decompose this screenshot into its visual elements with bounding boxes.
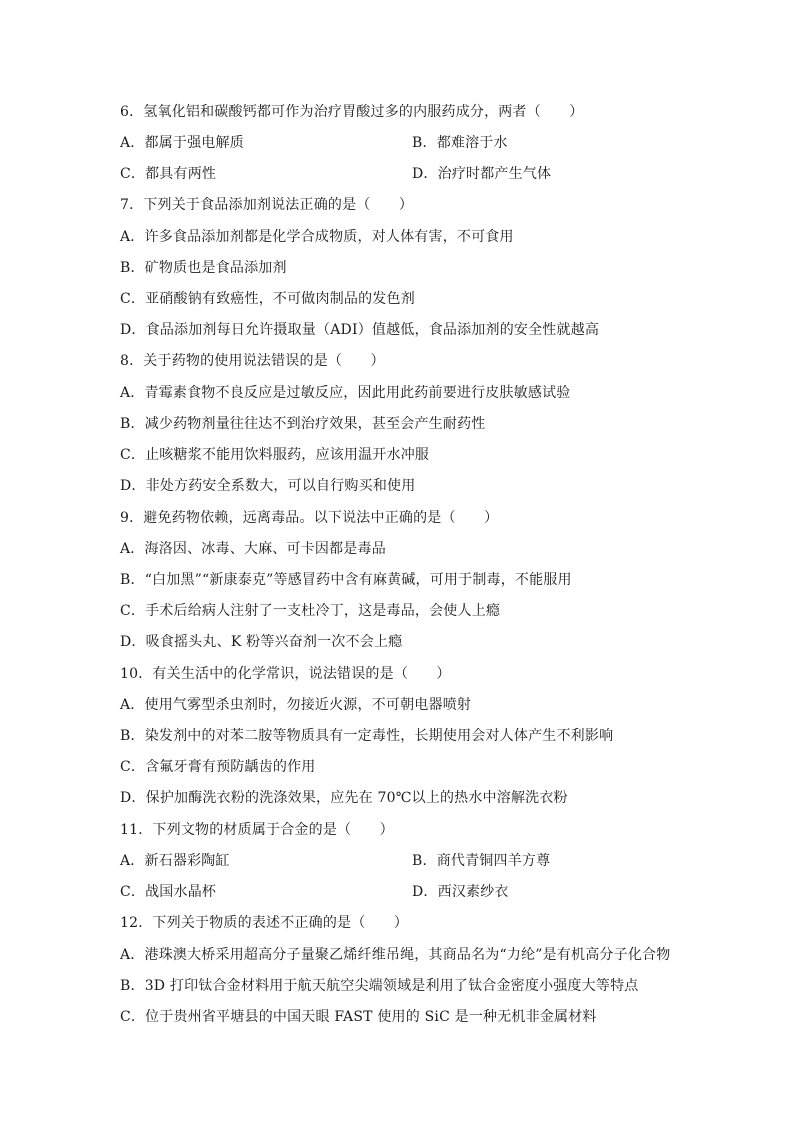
question-10-option-d: D．保护加酶洗衣粉的洗涤效果，应先在 70℃以上的热水中溶解洗衣粉	[120, 790, 568, 806]
question-12-option-c: C．位于贵州省平塘县的中国天眼 FAST 使用的 SiC 是一种无机非金属材料	[120, 1009, 597, 1025]
question-6-option-b: B．都难溶于水	[412, 135, 508, 151]
question-6-option-a: A．都属于强电解质	[120, 135, 244, 151]
question-8-option-b: B．减少药物剂量往往达不到治疗效果，甚至会产生耐药性	[120, 416, 486, 432]
question-8-stem: 8．关于药物的使用说法错误的是（ ）	[120, 353, 385, 369]
question-10-option-b: B．染发剂中的对苯二胺等物质具有一定毒性，长期使用会对人体产生不利影响	[120, 728, 614, 744]
question-6-option-c: C．都具有两性	[120, 166, 217, 182]
question-6-stem: 6．氢氧化铝和碳酸钙都可作为治疗胃酸过多的内服药成分，两者（ ）	[120, 104, 584, 120]
question-9-option-d: D．吸食摇头丸、K 粉等兴奋剂一次不会上瘾	[120, 634, 403, 650]
question-12-stem: 12．下列关于物质的表述不正确的是（ ）	[120, 915, 409, 931]
question-12-option-a: A．港珠澳大桥采用超高分子量聚乙烯纤维吊绳，其商品名为“力纶”是有机高分子化合物	[120, 947, 671, 963]
question-7-option-d: D．食品添加剂每日允许摄取量（ADI）值越低，食品添加剂的安全性就越高	[120, 322, 600, 338]
question-11-option-c: C．战国水晶杯	[120, 884, 217, 900]
question-11-option-a: A．新石器彩陶缸	[120, 853, 230, 869]
question-9-option-c: C．手术后给病人注射了一支杜冷丁，这是毒品，会使人上瘾	[120, 603, 501, 619]
question-11-option-d: D．西汉素纱衣	[412, 884, 509, 900]
question-7-option-b: B．矿物质也是食品添加剂	[120, 260, 287, 276]
question-10-stem: 10．有关生活中的化学常识，说法错误的是（ ）	[120, 666, 451, 682]
question-7-option-c: C．亚硝酸钠有致癌性，不可做肉制品的发色剂	[120, 291, 415, 307]
question-10-option-a: A．使用气雾型杀虫剂时，勿接近火源，不可朝电器喷射	[120, 697, 472, 713]
question-7-option-a: A．许多食品添加剂都是化学合成物质，对人体有害，不可食用	[120, 229, 514, 245]
question-12-option-b: B．3D 打印钛合金材料用于航天航空尖端领域是利用了钛合金密度小强度大等特点	[120, 978, 639, 994]
question-8-option-d: D．非处方药安全系数大，可以自行购买和使用	[120, 478, 416, 494]
question-8-option-c: C．止咳糖浆不能用饮料服药，应该用温开水冲服	[120, 447, 430, 463]
question-9-stem: 9．避免药物依赖，远离毒品。以下说法中正确的是（ ）	[120, 510, 499, 526]
question-11-option-b: B．商代青铜四羊方尊	[412, 853, 551, 869]
question-11-stem: 11．下列文物的材质属于合金的是（ ）	[120, 822, 394, 838]
question-9-option-a: A．海洛因、冰毒、大麻、可卡因都是毒品	[120, 541, 386, 557]
question-8-option-a: A．青霉素食物不良反应是过敏反应，因此用此药前要进行皮肤敏感试验	[120, 385, 571, 401]
question-7-stem: 7．下列关于食品添加剂说法正确的是（ ）	[120, 197, 414, 213]
question-10-option-c: C．含氟牙膏有预防龋齿的作用	[120, 759, 316, 775]
question-6-option-d: D．治疗时都产生气体	[412, 166, 552, 182]
question-9-option-b: B．“白加黑”“新康泰克”等感冒药中含有麻黄碱，可用于制毒，不能服用	[120, 572, 572, 588]
